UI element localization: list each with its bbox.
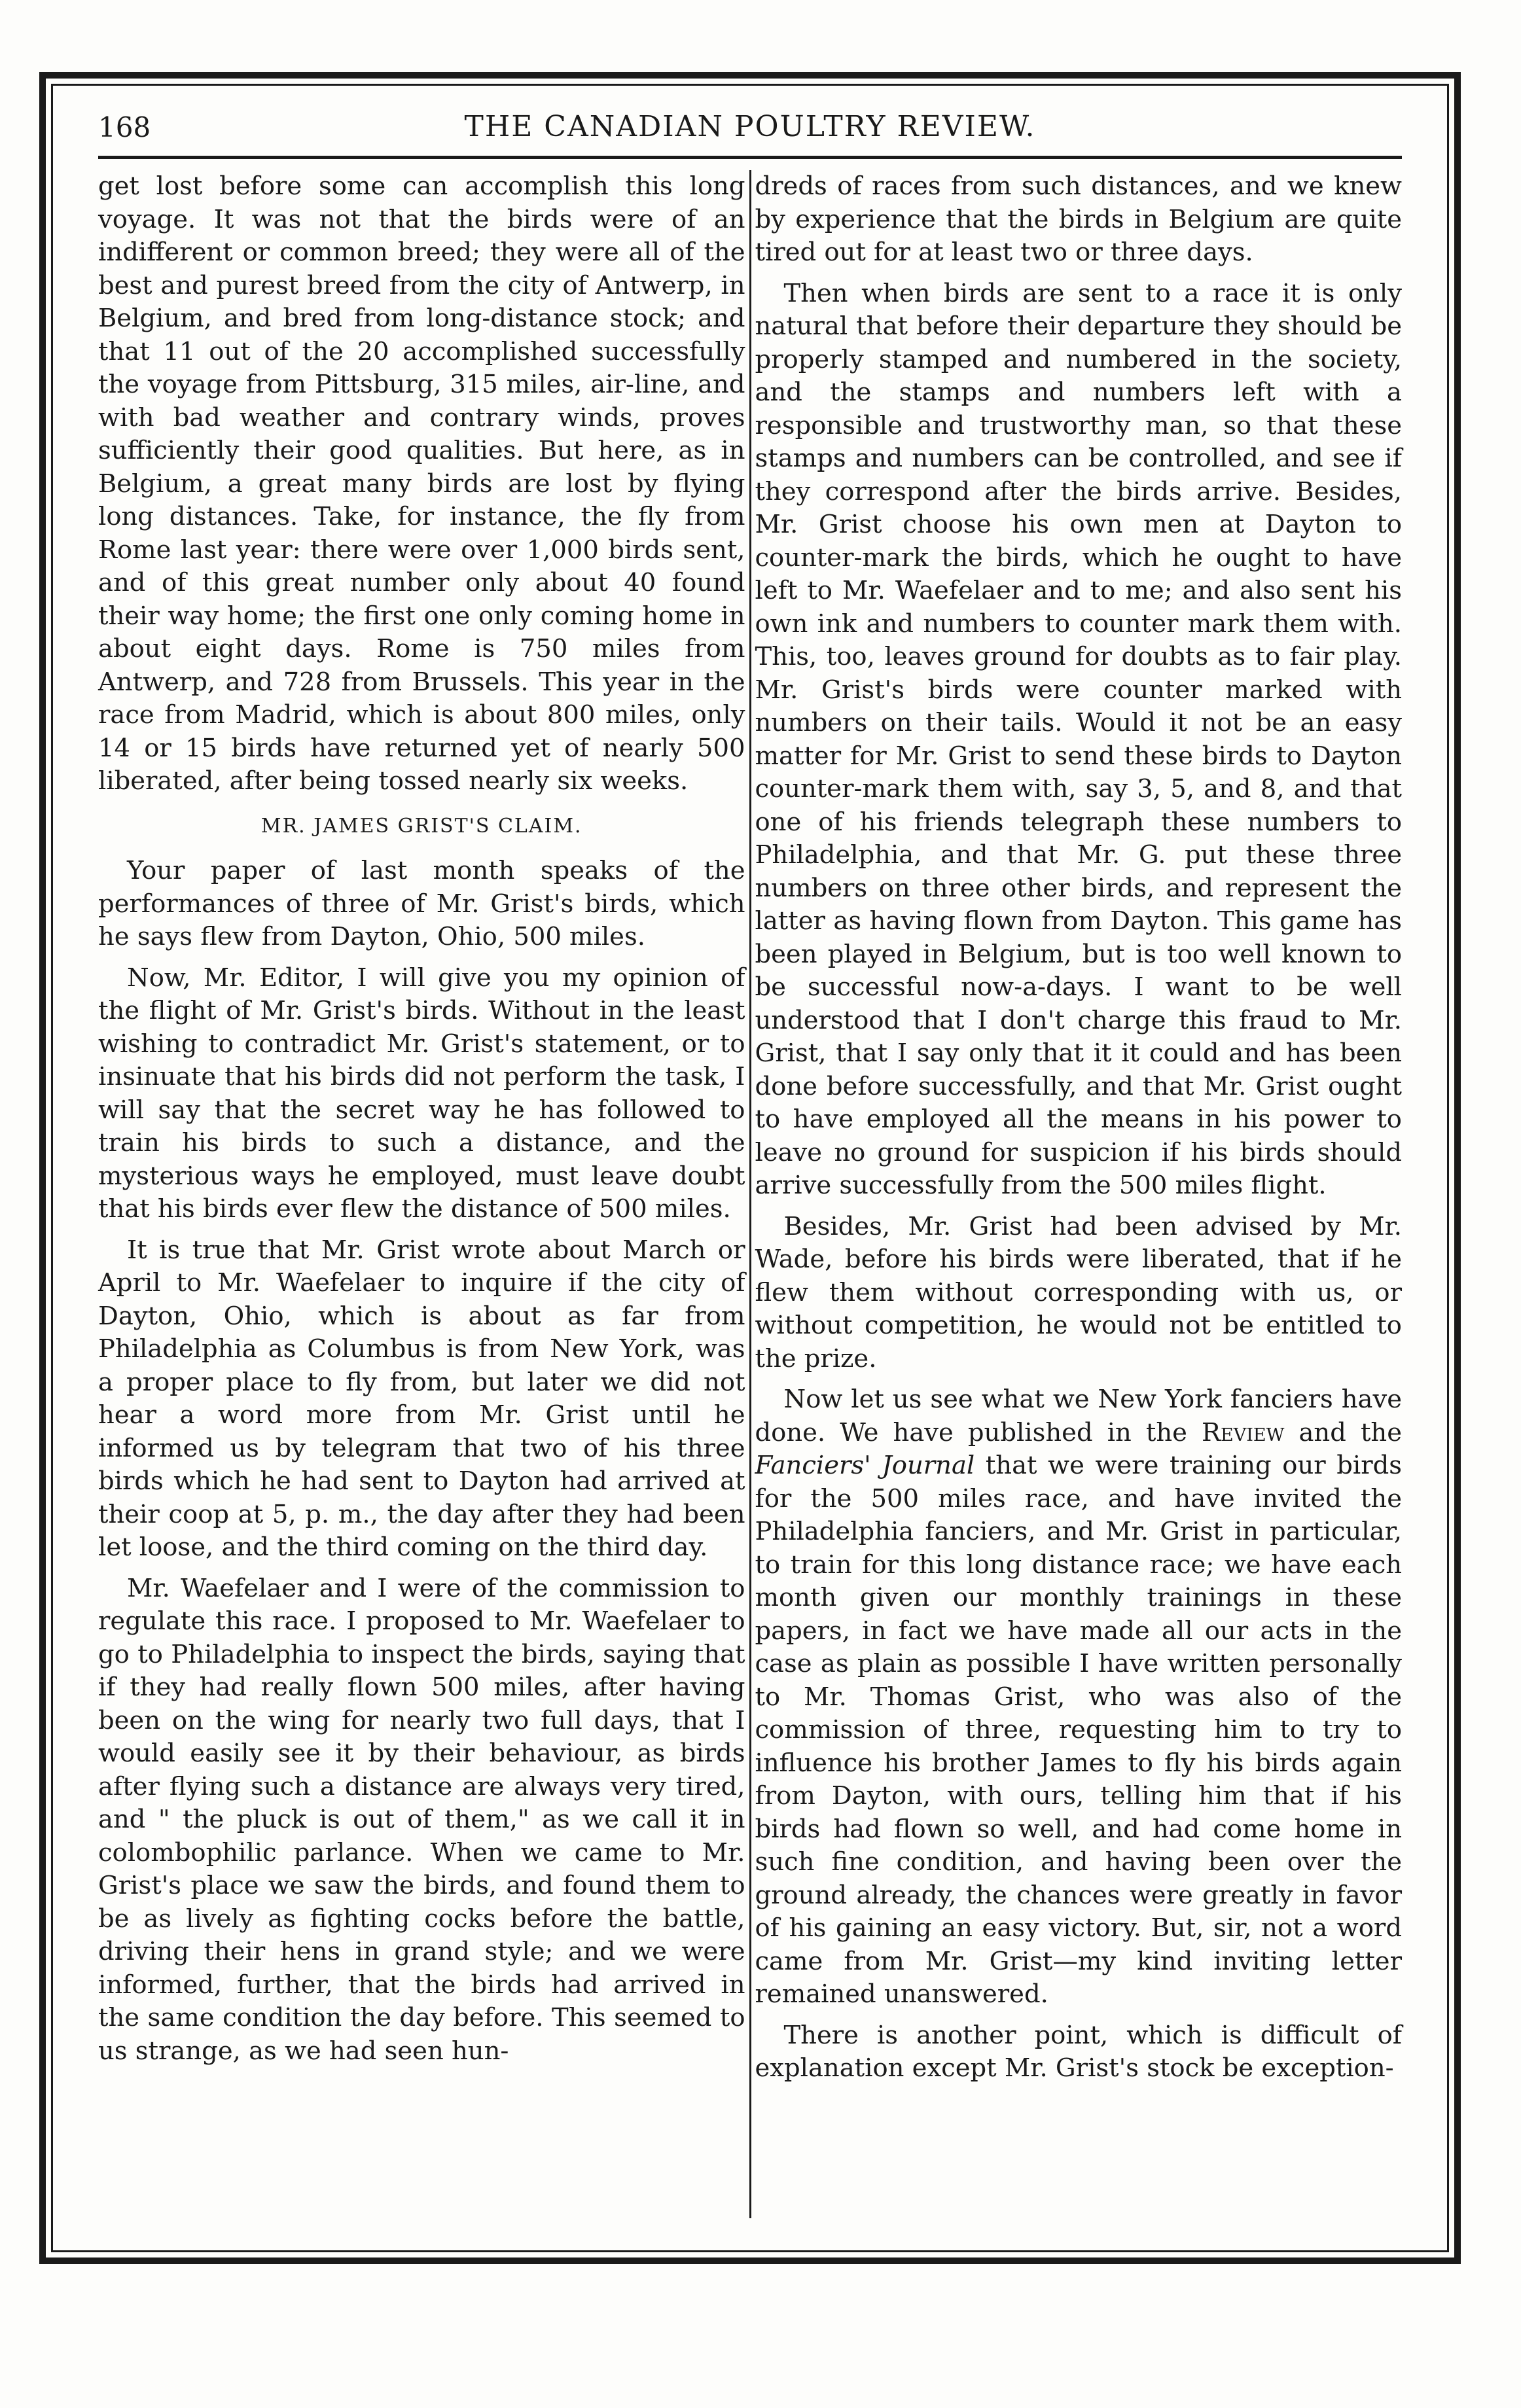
article-columns	[98, 170, 1402, 2218]
paragraph: dreds of races from such distances, and we knew by experience that the birds in Belgium are quite tired out for at least two or three days.	[755, 171, 1402, 267]
journal-name: Fanciers' Journal	[755, 1451, 975, 1480]
right-column	[755, 170, 1403, 2218]
review-name: Review	[1202, 1417, 1285, 1447]
page-number: 168	[98, 111, 151, 143]
paragraph: get lost before some can accomplish this long voyage. It was not that the birds were of an indifferent or common breed; they were all of the best and purest breed from the city of Antwerp, in Belgium, and bred from long-distance stock; and that 11 out of the 20 accomplished successfully the voyage from Pittsburg, 315 miles, air-line, and with bad weather and contrary winds, proves sufficiently their good qualities. But here, as in Belgium, a great many birds are lost by flying long distances. Take, for instance, the fly from Rome last year: there were over 1,000 birds sent, and of this great number only about 40 found their way home; the first one only coming home in about eight days. Rome is 750 miles from Antwerp, and 728 from Brussels. This year in the race from Madrid, which is about 800 miles, only 14 or 15 birds have returned yet of nearly 500 liberated, after being tossed nearly six weeks.	[98, 171, 745, 796]
paragraph	[755, 1383, 1403, 2011]
paragraph: Now, Mr. Editor, I will give you my opinion of the flight of Mr. Grist's birds. Without in the least wishing to contradict Mr. Grist's statement, or to insinuate that his birds did not perform the task, I will say that the secret way he has followed to train his birds to such a distance, and the mysterious ways he employed, must leave doubt that his birds ever flew the distance of 500 miles.	[98, 963, 745, 1224]
paragraph: Besides, Mr. Grist had been advised by Mr. Wade, before his birds were liberated, that if he flew them without corresponding with us, or without competition, he would not be entitled to the prize.	[755, 1211, 1402, 1373]
page-header	[98, 105, 1402, 150]
text-run: Now let us see what we New York fanciers have done. We have published in the	[755, 1385, 1402, 1447]
text-run: that we were training our birds for the 500 miles race, and have invited the Philadelphia fanciers, and Mr. Grist in particular, to train for this long distance race; we have each month given our monthly trainings in these papers, in fact we have made all our acts in the case as plain as possible I have written personally to Mr. Thomas Grist, who was also of the commission of three, requesting him to try to influence his brother James to fly his birds again from Dayton, with ours, telling him that if his birds had flown so well, and had come home in such fine condition, and having been over the ground already, the chances were greatly in favor of his gaining an easy victory. But, sir, not a word came from Mr. Grist—my kind inviting letter remained unanswered.	[755, 1451, 1402, 2009]
header-rule	[98, 156, 1402, 159]
left-column	[98, 170, 745, 2218]
paragraph: There is another point, which is difficult of explanation except Mr. Grist's stock be exception-	[755, 2020, 1402, 2083]
running-title: THE CANADIAN POULTRY REVIEW.	[464, 110, 1036, 143]
paragraph: Then when birds are sent to a race it is only natural that before their departure they should be properly stamped and numbered in the society, and the stamps and numbers left with a responsible and trustworthy man, so that these stamps and numbers can be controlled, and see if they correspond after the birds arrive. Besides, Mr. Grist choose his own men at Dayton to counter-mark the birds, which he ought to have left to Mr. Waefelaer and to me; and also sent his own ink and numbers to counter mark them with. This, too, leaves ground for doubts as to fair play. Mr. Grist's birds were counter marked with numbers on their tails. Would it not be an easy matter for Mr. Grist to send these birds to Dayton counter-mark them with, say 3, 5, and 8, and that one of his friends telegraph these numbers to Philadelphia, and that Mr. G. put these three numbers on three other birds, and represent the latter as having flown from Dayton. This game has been played in Belgium, but is too well known to be successful now-a-days. I want to be well understood that I don't charge this fraud to Mr. Grist, that I say only that it it could and has been done before successfully, and that Mr. Grist ought to have employed all the means in his power to leave no ground for suspicion if his birds should arrive successfully from the 500 miles flight.	[755, 278, 1402, 1200]
page-frame	[39, 72, 1461, 2264]
paragraph: Your paper of last month speaks of the performances of three of Mr. Grist's birds, which he says flew from Dayton, Ohio, 500 miles.	[98, 856, 745, 951]
column-divider	[749, 170, 751, 2218]
paragraph: It is true that Mr. Grist wrote about March or April to Mr. Waefelaer to inquire if the city of Dayton, Ohio, which is about as far from Philadelphia as Columbus is from New York, was a proper place to fly from, but later we did not hear a word more from Mr. Grist until he informed us by telegram that two of his three birds which he had sent to Dayton had arrived at their coop at 5, p. m., the day after they had been let loose, and the third coming on the third day.	[98, 1235, 745, 1562]
text-run: and the	[1284, 1417, 1402, 1447]
paragraph: Mr. Waefelaer and I were of the commission to regulate this race. I proposed to Mr. Waefelaer to go to Philadelphia to inspect the birds, saying that if they had really flown 500 miles, after having been on the wing for nearly two full days, that I would easily see it by their behaviour, as birds after flying such a distance are always very tired, and " the pluck is out of them," as we call it in colombophilic parlance. When we came to Mr. Grist's place we saw the birds, and found them to be as lively as fighting cocks before the battle, driving their hens in grand style; and we were informed, further, that the birds had arrived in the same condition the day before. This seemed to us strange, as we had seen hun-	[98, 1573, 745, 2066]
section-subhead: MR. JAMES GRIST'S CLAIM.	[260, 814, 582, 838]
